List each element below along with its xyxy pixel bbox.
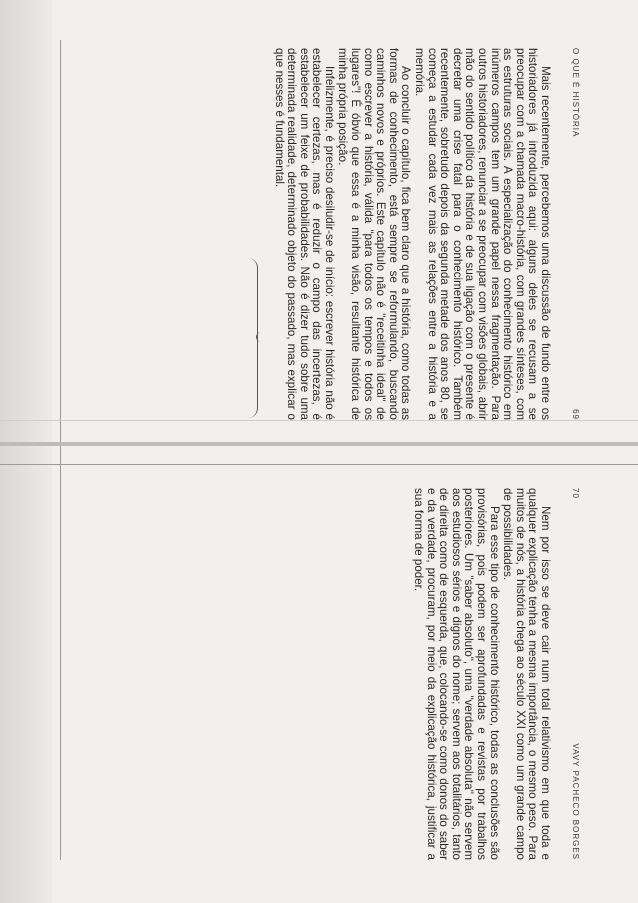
paragraph: Ao concluir o capítulo, fica bem claro que a história, como todas as formas de conhecimento, está sempre se reformulando, buscando caminhos novos e próprios. Este capítulo não é "receitinha ideal" de como escrever a história, válida "para todos os tempos e todos os lugares"! É óbvio que essa é a minha visão, resultante histórica de minha própria posição. <box>336 48 413 420</box>
running-header <box>571 488 580 860</box>
page-number: 69 <box>571 409 580 420</box>
body-text <box>411 488 551 860</box>
page-69 <box>0 0 638 440</box>
paragraph: Nem por isso se deve cair num total relativismo em que toda e qualquer explicação tenha a mesma importância, o mesmo peso. Para muitos de nós, a história chega ao século XXI como um grande campo de possibilidades. <box>501 488 552 860</box>
body-text <box>272 48 551 420</box>
handwritten-brace-mark <box>245 258 258 418</box>
page-number: 70 <box>571 488 580 499</box>
running-header-author: VAVY PACHECO BORGES <box>571 743 580 860</box>
running-header <box>571 48 580 420</box>
paragraph: Mais recentemente, percebemos uma discussão de fundo entre os historiadores já introduzida aqui: alguns deles se recusam a se preocupar com a chamada macro-história, com grandes sínteses, com as estruturas sociais. A especialização do conhecimento histórico em inúmeros campos tem um grande papel nessa fragmentação. Para outros historiadores, renunciar a se preocupar com visões globais, abrir mão do sentido político da história e de sua ligação com o presente é decretar uma crise fatal para o conhecimento histórico. Também recentemente, sobretudo depois da segunda metade dos anos 80, se começa a estudar cada vez mais as relações entre a história e a memória. <box>413 48 552 420</box>
paragraph: Para esse tipo de conhecimento histórico, todas as conclusões são provisórias, pois podem ser aprofundadas e revistas por trabalhos posteriores. Um "saber absoluto", uma "verdade absoluta" não servem aos estudiosos sérios e dignos do nome; servem aos totalitários, tanto de direita como de esquerda, que, colocando-se como donos do saber e da verdade, procuram, por meio da explicação histórica, justificar a sua forma de poder. <box>412 488 501 860</box>
book-gutter <box>0 442 638 446</box>
page-70-content <box>411 488 580 860</box>
page-69-content <box>272 48 580 420</box>
running-header-title: O QUE É HISTÓRIA <box>571 48 580 138</box>
paragraph: Infelizmente, é preciso desiludir-se de início: escrever história não é estabelecer certezas, mas é reduzir o campo das incertezas, é estabelecer um feixe de probabilidades. Não é dizer tudo sobre uma determinada realidade, determinado objeto do passado, mas explicar o que nesses é fundamental. <box>272 48 336 420</box>
page-70 <box>0 462 638 902</box>
